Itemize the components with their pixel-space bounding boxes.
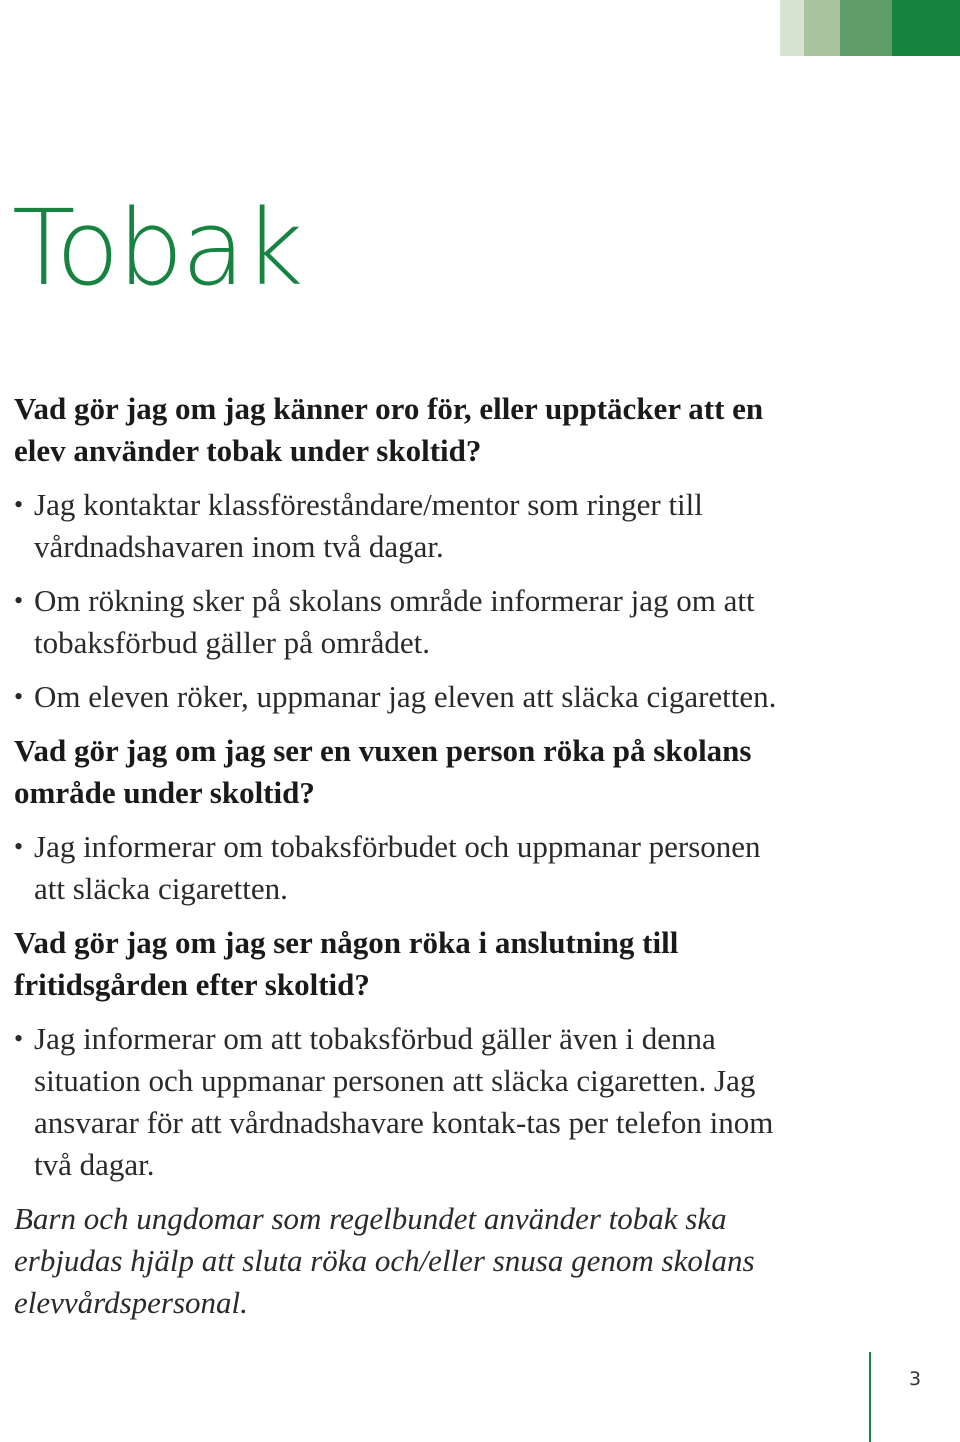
list-item-text: Om eleven röker, uppmanar jag eleven att släcka cigaretten.: [34, 679, 777, 714]
bullet-icon: •: [14, 490, 24, 519]
question-2: Vad gör jag om jag ser en vuxen person röka på skolans område under skoltid?: [14, 733, 752, 810]
strip-swatch-3: [840, 0, 892, 56]
bullet-icon: •: [14, 1024, 24, 1053]
question-3: Vad gör jag om jag ser någon röka i anslutning till fritidsgården efter skoltid?: [14, 925, 679, 1002]
closing-note: Barn och ungdomar som regelbundet använder tobak ska erbjudas hjälp att sluta röka och/eller snusa genom skolans elevvårdspersonal.: [14, 1201, 755, 1320]
list-item: [14, 1018, 794, 1186]
list-item-text: Jag kontaktar klassföreståndare/mentor som ringer till vårdnadshavaren inom två dagar.: [34, 487, 703, 564]
page-title: Tobak: [12, 187, 302, 309]
answer-list-1: [14, 484, 794, 718]
answer-list-2: [14, 826, 794, 910]
bullet-icon: •: [14, 832, 24, 861]
strip-swatch-4: [892, 0, 960, 56]
page-number-rule: [869, 1352, 871, 1442]
bullet-icon: •: [14, 586, 24, 615]
list-item: [14, 580, 794, 664]
strip-swatch-1: [780, 0, 804, 56]
answer-list-3: [14, 1018, 794, 1186]
decorative-color-strip: [780, 0, 960, 56]
main-content: [14, 388, 794, 1324]
list-item: [14, 676, 794, 718]
list-item-text: Jag informerar om tobaksförbudet och uppmanar personen att släcka cigaretten.: [34, 829, 761, 906]
list-item-text: Jag informerar om att tobaksförbud gäller även i denna situation och uppmanar personen att släcka cigaretten. Jag ansvarar för att vårdnadshavare kontak-tas per telefon inom två dagar.: [34, 1021, 774, 1182]
page-number: 3: [909, 1368, 922, 1390]
bullet-icon: •: [14, 682, 24, 711]
strip-swatch-2: [804, 0, 840, 56]
question-1: Vad gör jag om jag känner oro för, eller upptäcker att en elev använder tobak under skoltid?: [14, 391, 764, 468]
list-item: [14, 484, 794, 568]
list-item-text: Om rökning sker på skolans område informerar jag om att tobaksförbud gäller på området.: [34, 583, 755, 660]
list-item: [14, 826, 794, 910]
